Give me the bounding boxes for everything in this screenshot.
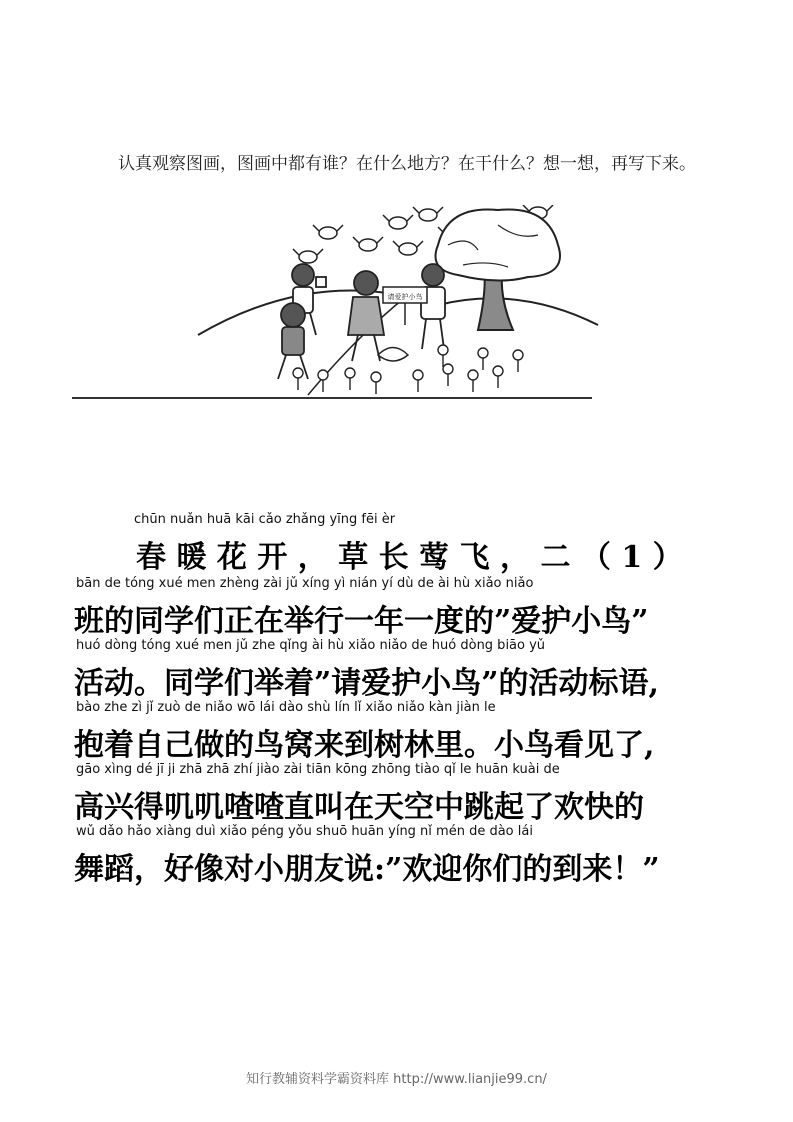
footer-watermark: 知行教辅资料学霸资料库 http://www.lianjie99.cn/ (246, 1072, 547, 1087)
pinyin-row: gāo xìng dé jī ji zhā zhā zhí jiào zài tiān kōng zhōng tiào qǐ le huān kuài de (76, 762, 560, 777)
divider (72, 397, 592, 399)
bird-icon (393, 241, 423, 255)
bird-icon (413, 207, 443, 221)
bird-nest-icon (378, 348, 408, 362)
flower-icon (345, 368, 355, 390)
flower-icon (468, 370, 478, 392)
flower-icon (293, 368, 303, 390)
hanzi-row: 抱着自己做的鸟窝来到树林里。小鸟看见了, (74, 728, 655, 763)
exercise-prompt (78, 150, 758, 179)
bird-icon (313, 225, 343, 239)
flower-icon (478, 348, 488, 370)
illustration (78, 205, 738, 405)
flower-icon (493, 366, 503, 388)
flower-icon (513, 350, 523, 372)
hanzi-row: 高兴得叽叽喳喳直叫在天空中跳起了欢快的 (74, 790, 644, 825)
child-figure (348, 271, 384, 361)
flower-icon (443, 364, 453, 386)
prompt-text: 认真观察图画，图画中都有谁？在什么地方？在干什么？想一想，再写下来。 (118, 154, 696, 174)
pinyin-row: wǔ dǎo hǎo xiàng duì xiǎo péng yǒu shuō huān yíng nǐ mén de dào lái (76, 824, 533, 839)
pinyin-row: chūn nuǎn huā kāi cǎo zhǎng yīng fēi èr (134, 512, 396, 527)
child-figure (278, 303, 308, 379)
pinyin-row: bān de tóng xué men zhèng zài jǔ xíng yì nián yí dù de ài hù xiǎo niǎo (76, 576, 534, 591)
flowers (293, 345, 523, 394)
pinyin-row: huó dòng tóng xué men jǔ zhe qǐng ài hù xiǎo niǎo de huó dòng biāo yǔ (76, 638, 546, 653)
pinyin-row: bào zhe zì jǐ zuò de niǎo wō lái dào shù lín lǐ xiǎo niǎo kàn jiàn le (76, 700, 496, 715)
hanzi-row: 活动。同学们举着”请爱护小鸟”的活动标语, (74, 666, 659, 701)
hanzi-row: 班的同学们正在举行一年一度的”爱护小鸟” (74, 604, 649, 639)
tree-icon (436, 209, 561, 330)
flower-icon (413, 370, 423, 392)
bird-icon (353, 237, 383, 251)
bird-icon (293, 249, 323, 263)
sign-text: 请爱护小鸟 (387, 293, 423, 301)
child-figure (421, 264, 445, 349)
hanzi-row: 舞蹈，好像对小朋友说:”欢迎你们的到来！” (74, 852, 660, 887)
flower-icon (371, 372, 381, 394)
hanzi-row: 春 暖 花 开 ， 草 长 莺 飞 ， 二 （ 1 ） (136, 540, 683, 575)
bird-icon (383, 215, 413, 229)
